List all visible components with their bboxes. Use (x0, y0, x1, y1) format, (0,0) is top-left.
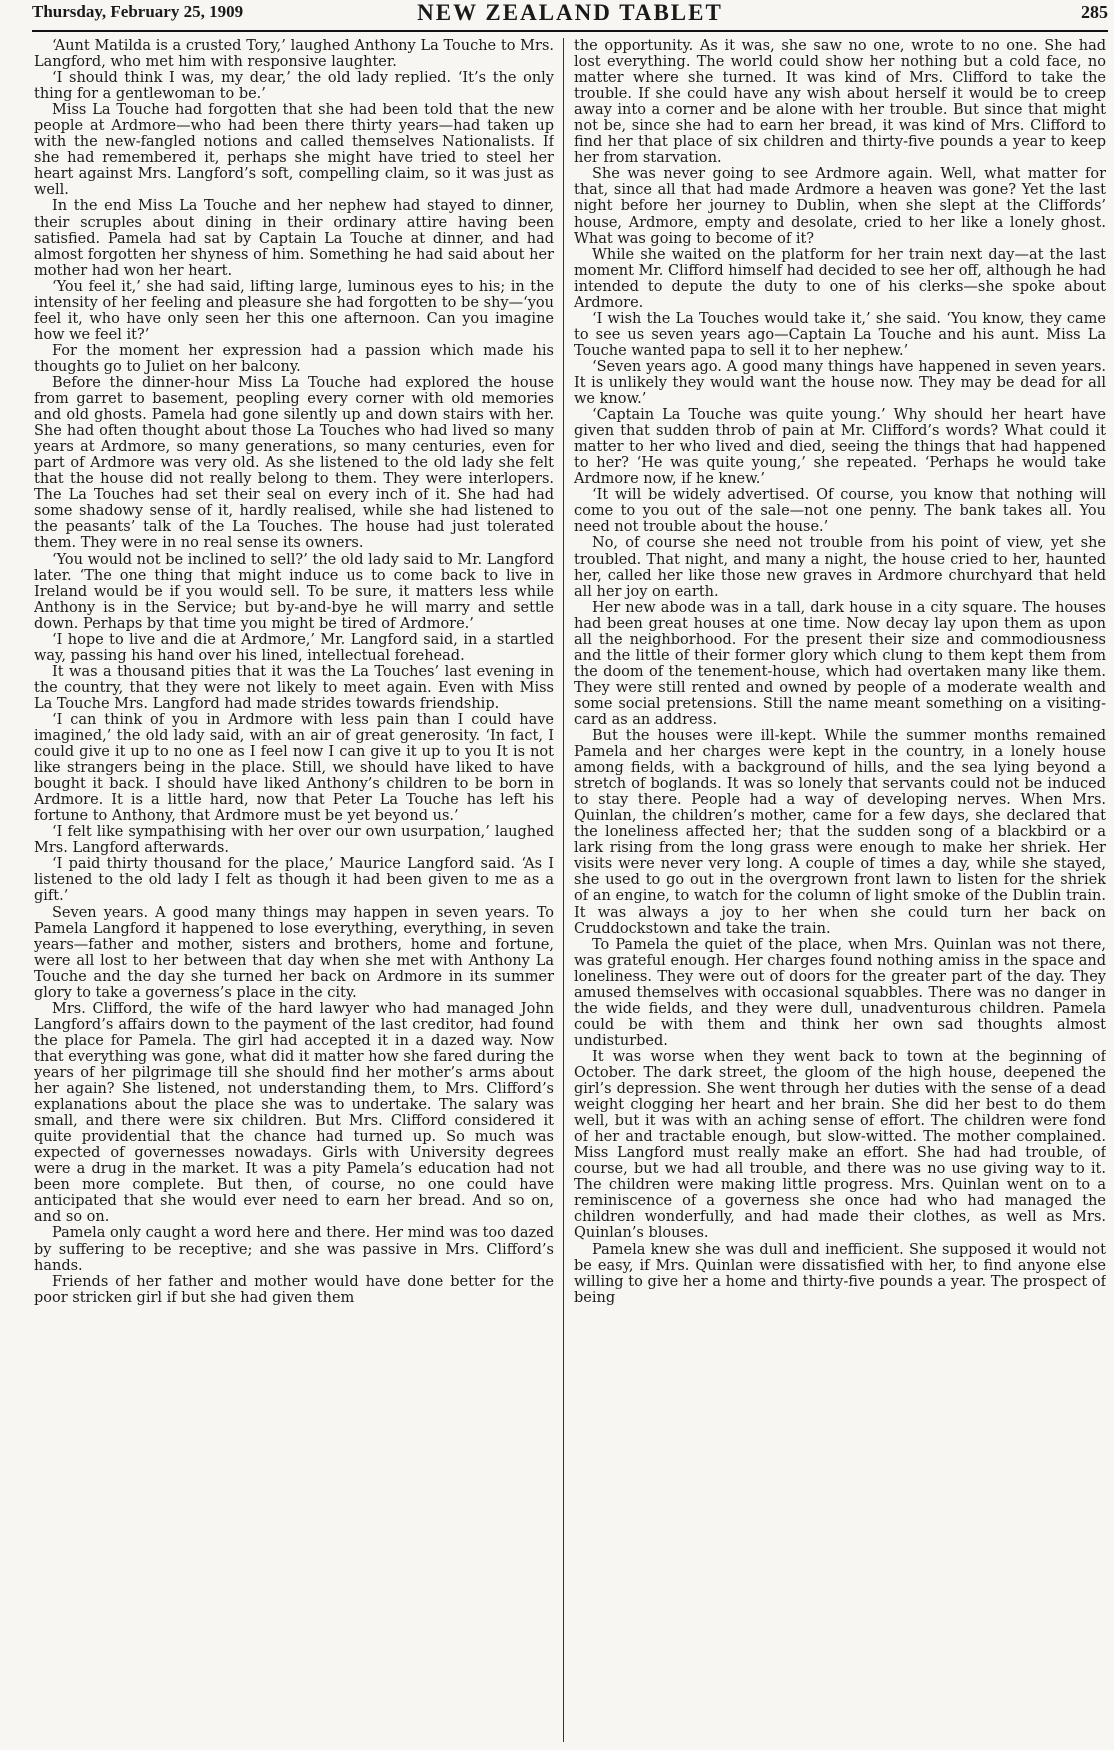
paragraph: While she waited on the platform for her train next day—at the last moment Mr. Clifford himself had decided to see her off, although he had intended to depute the duty to one of his clerks—she spoke about Ardmore. (574, 246, 1106, 311)
paragraph: She was never going to see Ardmore again. Well, what matter for that, since all that had made Ardmore a heaven was gone? Yet the last night before her journey to Dublin, when she slept at the Cliffords’ house, Ardmore, empty and desolate, cried to her like a lonely ghost. What was going to become of it? (574, 166, 1106, 247)
paragraph: Mrs. Clifford, the wife of the hard lawyer who had managed John Langford’s affairs down to the payment of the last creditor, had found the place for Pamela. The girl had accepted it in a dazed way. Now that everything was gone, what did it matter how she fared during the years of her pilgrimage till she should find her mother’s arms about her again? She listened, not understanding them, to Mrs. Clifford’s explanations about the place she was to undertake. The salary was small, and there were six children. But Mrs. Clifford considered it quite providential that the chance had turned up. So much was expected of governesses nowadays. Girls with University degrees were a drug in the market. It was a pity Pamela’s education had not been more complete. But then, of course, no one could have anticipated that she would ever need to earn her bread. And so on, and so on. (34, 1000, 554, 1226)
paragraph: ‘I can think of you in Ardmore with less pain than I could have imagined,’ the old lady said, with an air of great generosity. ‘In fact, I could give it up to no one as I feel now I can give it up to you It is not like strangers being in the place. Still, we should have liked to have bought it back. I should have liked Anthony’s children to be born in Ardmore. It is a little hard, now that Peter La Touche has left his fortune to Anthony, that Ardmore must be yet beyond us.’ (34, 711, 554, 825)
paragraph: ‘You would not be inclined to sell?’ the old lady said to Mr. Langford later. ‘The one thing that might induce us to come back to live in Ireland would be if you would sell. To be sure, it matters less while Anthony is in the Service; but by-and-bye he will marry and settle down. Perhaps by that time you might be tired of Ardmore.’ (34, 551, 554, 632)
paragraph: Pamela only caught a word here and there. Her mind was too dazed by suffering to be receptive; and she was passive in Mrs. Clifford’s hands. (34, 1225, 554, 1274)
newspaper-title: NEW ZEALAND TABLET (417, 0, 723, 25)
paragraph: ‘I felt like sympathising with her over our own usurpation,’ laughed Mrs. Langford afterwards. (34, 824, 554, 857)
paragraph: But the houses were ill-kept. While the summer months remained Pamela and her charges were kept in the country, in a lonely house among fields, with a background of hills, and the sea lying beyond a stretch of boglands. It was so lonely that servants could not be induced to stay there. People had a way of developing nerves. When Mrs. Quinlan, the children’s mother, came for a few days, she declared that the loneliness affected her; that the sudden song of a blackbird or a lark rising from the long grass were enough to make her shriek. Her visits were never very long. A couple of times a day, while she stayed, she used to go out in the overgrown front lawn to listen for the shriek of an engine, to watch for the column of light smoke of the Dublin train. It was always a joy to her when she could turn her back on Cruddockstown and take the train. (574, 728, 1106, 937)
paragraph: ‘Seven years ago. A good many things have happened in seven years. It is unlikely they would want the house now. They may be dead for all we know.’ (574, 358, 1106, 408)
paragraph: ‘It will be widely advertised. Of course, you know that nothing will come to you out of the sale—not one penny. The bank takes all. You need not trouble about the house.’ (574, 487, 1106, 536)
paragraph: ‘Captain La Touche was quite young.’ Why should her heart have given that sudden throb of pain at Mr. Clifford’s words? What could it matter to her who lived and died, seeing the things that had happened to her? ‘He was quite young,’ she repeated. ‘Perhaps he would take Ardmore now, if he knew.’ (574, 407, 1106, 488)
paragraph: Pamela knew she was dull and inefficient. She supposed it would not be easy, if Mrs. Quinlan were dissatisfied with her, to find anyone else willing to give her a home and thirty-five pounds a year. The prospect of being (574, 1241, 1106, 1306)
paragraph: In the end Miss La Touche and her nephew had stayed to dinner, their scruples about dining in their ordinary attire having been satisfied. Pamela had sat by Captain La Touche at dinner, and had almost forgotten her shyness of him. Something he had said about her mother had won her heart. (34, 198, 554, 279)
paragraph: Her new abode was in a tall, dark house in a city square. The houses had been great houses at one time. Now decay lay upon them as upon all the neighborhood. For the present their size and commodiousness and the little of their former glory which clung to them kept them from the doom of the tenement-house, which had overtaken many like them. They were still rented and owned by people of a moderate wealth and some social pretensions. Still the name meant something on a visiting-card as an address. (574, 599, 1106, 728)
paragraph: ‘Aunt Matilda is a crusted Tory,’ laughed Anthony La Touche to Mrs. Langford, who met him with responsive laughter. (34, 38, 554, 71)
paragraph: the opportunity. As it was, she saw no one, wrote to no one. She had lost everything. The world could show her nothing but a cold face, no matter where she turned. It was kind of Mrs. Clifford to take the trouble. If she could have any wish about herself it would be to creep away into a corner and be alone with her trouble. But since that might not be, since she had to earn her bread, it was kind of Mrs. Clifford to find her that place of six children and thirty-five pounds a year to keep her from starvation. (574, 38, 1106, 167)
right-column (574, 38, 1106, 1742)
issue-date: Thursday, February 25, 1909 (32, 2, 244, 21)
paragraph: No, of course she need not trouble from his point of view, yet she troubled. That night, and many a night, the house cried to her, haunted her, called her like those new graves in Ardmore churchyard that held all her joy on earth. (574, 535, 1106, 600)
paragraph: ‘I hope to live and die at Ardmore,’ Mr. Langford said, in a startled way, passing his hand over his lined, intellectual forehead. (34, 631, 554, 664)
left-column (34, 38, 554, 1742)
paragraph: ‘You feel it,’ she had said, lifting large, luminous eyes to his; in the intensity of her feeling and pleasure she had forgotten to be shy—‘you feel it, who have only seen her this one afternoon. Can you imagine how we feel it?’ (34, 278, 554, 343)
masthead (32, 0, 1108, 32)
paragraph: ‘I should think I was, my dear,’ the old lady replied. ‘It’s the only thing for a gentlewoman to be.’ (34, 70, 554, 103)
page-number: 285 (1081, 2, 1108, 22)
paragraph: ‘I paid thirty thousand for the place,’ Maurice Langford said. ‘As I listened to the old lady I felt as though it had been given to me as a gift.’ (34, 856, 554, 905)
paragraph: ‘I wish the La Touches would take it,’ she said. ‘You know, they came to see us seven years ago—Captain La Touche and his aunt. Miss La Touche wanted papa to sell it to her nephew.’ (574, 310, 1106, 359)
paragraph: Friends of her father and mother would have done better for the poor stricken girl if but she had given them (34, 1273, 554, 1306)
paragraph: It was worse when they went back to town at the beginning of October. The dark street, the gloom of the high house, deepened the girl’s depression. She went through her duties with the sense of a dead weight clogging her heart and her brain. She did her best to do them well, but it was with an aching sense of effort. The children were fond of her and tractable enough, but slow-witted. The mother complained. Miss Langford must really make an effort. She had had trouble, of course, but we had all trouble, and there was no use giving way to it. The children were making little progress. Mrs. Quinlan went on to a reminiscence of a governess she once had who had managed the children wonderfully, and had made their clothes, as well as Mrs. Quinlan’s blouses. (574, 1048, 1106, 1242)
column-divider (563, 38, 564, 1742)
paragraph: For the moment her expression had a passion which made his thoughts go to Juliet on her balcony. (34, 342, 554, 375)
paragraph: Miss La Touche had forgotten that she had been told that the new people at Ardmore—who had been there thirty years—had taken up with the new-fangled notions and called themselves Nationalists. If she had remembered it, perhaps she might have tried to steel her heart against Mrs. Langford’s soft, compelling claim, so it was just as well. (34, 102, 554, 199)
paragraph: To Pamela the quiet of the place, when Mrs. Quinlan was not there, was grateful enough. Her charges found nothing amiss in the space and loneliness. They were out of doors for the greater part of the day. They amused themselves with occasional squabbles. There was no danger in the wide fields, and they were dull, unadventurous children. Pamela could be with them and think her own sad thoughts almost undisturbed. (574, 936, 1106, 1049)
paragraph: Before the dinner-hour Miss La Touche had explored the house from garret to basement, peopling every corner with old memories and old ghosts. Pamela had gone silently up and down stairs with her. She had often thought about those La Touches who had lived so many years at Ardmore, so many generations, so many centuries, even for part of Ardmore was very old. As she listened to the old lady she felt that the house did not really belong to them. They were interlopers. The La Touches had set their seal on every inch of it. She had had some shadowy sense of it, hardly realised, while she had listened to the peasants’ talk of the La Touches. The house had just tolerated them. They were in no real sense its owners. (34, 374, 554, 552)
paragraph: It was a thousand pities that it was the La Touches’ last evening in the country, that they were not likely to meet again. Even with Miss La Touche Mrs. Langford had made strides towards friendship. (34, 663, 554, 712)
paragraph: Seven years. A good many things may happen in seven years. To Pamela Langford it happened to lose everything, everything, in seven years—father and mother, sisters and brothers, home and fortune, were all lost to her between that day when she met with Anthony La Touche and the day she turned her back on Ardmore in its summer glory to take a governess’s place in the city. (34, 904, 554, 1001)
